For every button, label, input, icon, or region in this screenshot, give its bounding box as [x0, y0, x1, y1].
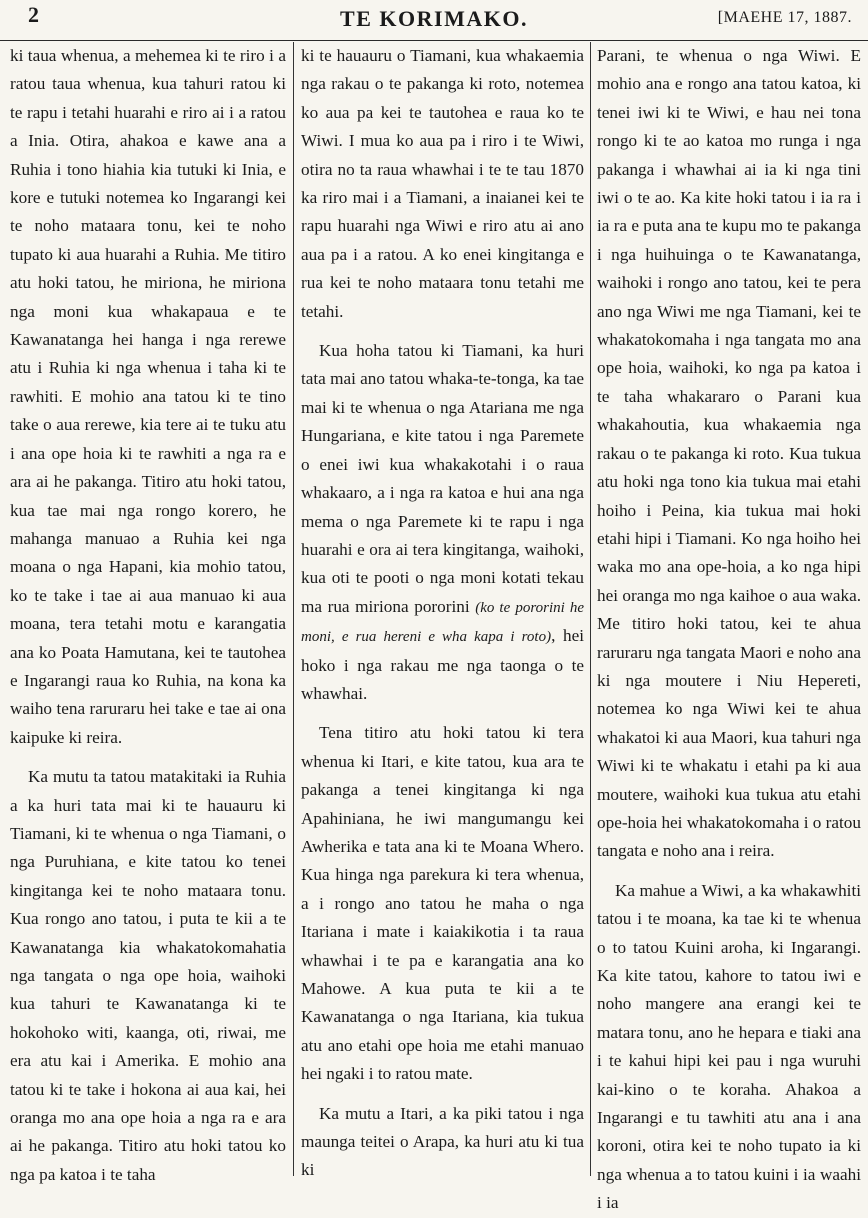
paragraph-text-tail: , hei hoko i nga rakau me nga taonga o te whawhai. — [301, 626, 584, 703]
paragraph: Parani, te whenua o nga Wiwi. E mohio ana e rongo ana tatou katoa, ki tenei iwi ki te Wiwi, e hau nei tona rongo ki te ao katoa mo runga i nga pakanga i whawhai ai ia ki nga tini iwi o te ao. Ka kite hoki tatou i ia ra i ia ra e puta ana te kupu mo te pakanga i nga huihuinga o te Kawanatanga, waihoki i rongo ano tatou, kei te pera ano nga Wiwi me nga Tiamani, kei te whakatokomaha i nga tangata mo ana ope hoia, waihoki, ko nga pa katoa i te taha whakararo o Parani kua whakahoutia, kua whakaemia nga rakau o te pakanga ki roto. Kua tukua atu hoki nga tono kia tukua mai etahi hoiho i Peina, kia tukua mai hoki etahi hipi i Tiamani. Ko nga hoiho hei waka mo ana ope-hoia, a ko nga hipi hei oranga mo nga kaihoe o aua waka. Me titiro hoki tatou, kei te ahua raruraru nga tangata Maori e noho ana ki nga moutere i Niu Hepereti, notemea ko nga Wiwi kei te ahua whakatoi ki aua Maori, kua tahuri nga Wiwi ki te whakatu i etahi pa ki aua moutere, waihoki kua tukua atu etahi ope-hoia hei whakatokomaha i o ratou tangata e noho ana i reira. — [597, 46, 861, 861]
paragraph: Ka mutu ta tatou matakitaki ia Ruhia a ka huri tata mai ki te hauauru ki Tiamani, ki te whenua o nga Tiamani, o nga Puruhiana, e kite tatou ko tenei kingitanga kei te noho mataara tonu. Kua rongo ano tatou, i puta te kii a te Kawanatanga kia whakatokomahatia nga tangata o nga ope hoia, waihoki kua tahuri te Kawanatanga ki te hokohoko witi, kaanga, oti, riwai, me era atu kai i Amerika. E mohio ana tatou ki te take i hokona ai aua kai, hei oranga mo ana ope hoia a nga ra e ara ai he pakanga. Titiro atu hoki tatou ko nga pa katoa i te taha — [10, 767, 286, 1184]
page-header — [0, 0, 868, 41]
paragraph: Ka mutu a Itari, a ka piki tatou i nga maunga teitei o Arapa, ka huri atu ki tua ki — [301, 1103, 584, 1180]
text-column-1 — [10, 42, 286, 1184]
column-divider — [590, 42, 591, 1176]
newspaper-title: TE KORIMAKO. — [340, 6, 528, 31]
text-column-2 — [301, 42, 584, 1180]
paragraph: ki te hauauru o Tiamani, kua whakaemia nga rakau o te pakanga ki roto, notemea ko aua pa kei te tautohea e raua ko te Wiwi. I mua ko aua pa i riro i te Wiwi, otira no ta raua whawhai i te te tau 1870 ka riro mai i a Tiamani, a inaianei kei te rapu huarahi nga Wiwi e riro atu ai ano aua pa i a ratou. A ko enei kingitanga e rua kei te noho mataara tonu tetahi me tetahi. — [301, 46, 584, 321]
paragraph-text: Kua hoha tatou ki Tiamani, ka huri tata mai ano tatou whaka-te-tonga, ka tae mai ki te whenua o nga Atariana me nga Hungariana, e kite tatou i nga Paremete o enei iwi kua whakakotahi i o raua whakaaro, a i nga ra katoa e hui ana nga mema o nga Paremete ki te rapu i nga huarahi e ora ai tera kingitanga, waihoki, kua oti te pooti o nga moni kotati tekau ma rua miriona pororini — [301, 341, 584, 616]
issue-date: [MAEHE 17, 1887. — [717, 9, 852, 26]
paragraph: Ka mahue a Wiwi, a ka whakawhiti tatou i te moana, ka tae ki te whenua o to tatou Kuini aroha, ki Ingarangi. Ka kite tatou, kahore to tatou iwi e noho mangere ana erangi kei te matara tonu, ano he hepara e tiaki ana i te kahui hipi kei pau i nga wuruhi kai-kino o te koraha. Ahakoa a Ingarangi e tu tawhiti atu ana i ana koroni, otira kei te noho tupato ia ki nga whenua a to tatou kuini i ia waahi i ia — [597, 880, 861, 1213]
paragraph: Tena titiro atu hoki tatou ki tera whenua ki Itari, e kite tatou, kua ara te pakanga a tenei kingitanga ki nga Apahiniana, he iwi mangumangu kei Awherika e tata ana ki te Moana Whero. Kua hinga nga parekura ki tera whenua, a i rongo ano tatou he maha o nga Itariana i mate i kaiakikotia i ta raua whawhai i te pa e karangatia ana ko Mahowe. A kua puta te kii a te Kawanatanga o nga Itariana, kia tukua atu ano etahi ope hoia me etahi manuao hei ngaki i to ratou mate. — [301, 723, 584, 1084]
column-divider — [293, 42, 294, 1176]
currency-note: (ko te pororini he moni, e rua hereni e wha kapa i roto) — [301, 599, 584, 646]
paragraph: ki taua whenua, a mehemea ki te riro i a ratou taua whenua, kua tahuri ratou ki te rapu i tetahi huarahi e riro ai i a ratou a Inia. Otira, ahakoa e kawe ana a Ruhia i tono hiahia kia tutuki ki Inia, e kore e tutuki notemea ko Ingarangi kei te noho mataara tonu, kei te noho tupato ki aua huarahi a Ruhia. Me titiro atu hoki tatou, he miriona, he miriona nga moni kua whakapaua e te Kawanatanga hei hanga i nga rerewe atu i Ruhia ki nga whenua i taha ki te rawhiti. E mohio ana tatou ki te tino take o aua rerewe, kia tere ai te tuku atu i ana ope hoia ki te rawhiti a nga ra e ara ai he pakanga. Titiro atu hoki tatou, kua tae mai nga rongo korero, he mahanga manuao a Ruhia kei nga moana o nga Hapani, kia mohio tatou, ko te take i tae ai aua manuao ki aua moana, tera tetahi motu e karangatia ana ko Poata Hamutana, kei te tautohea e Ingarangi raua ko Ruhia, na kona ka waiho tena raruraru hei take e tae ai ona kaipuke ki reira. — [10, 46, 286, 747]
page-number: 2 — [28, 2, 39, 27]
paragraph — [301, 337, 584, 708]
text-column-3 — [597, 42, 861, 1213]
